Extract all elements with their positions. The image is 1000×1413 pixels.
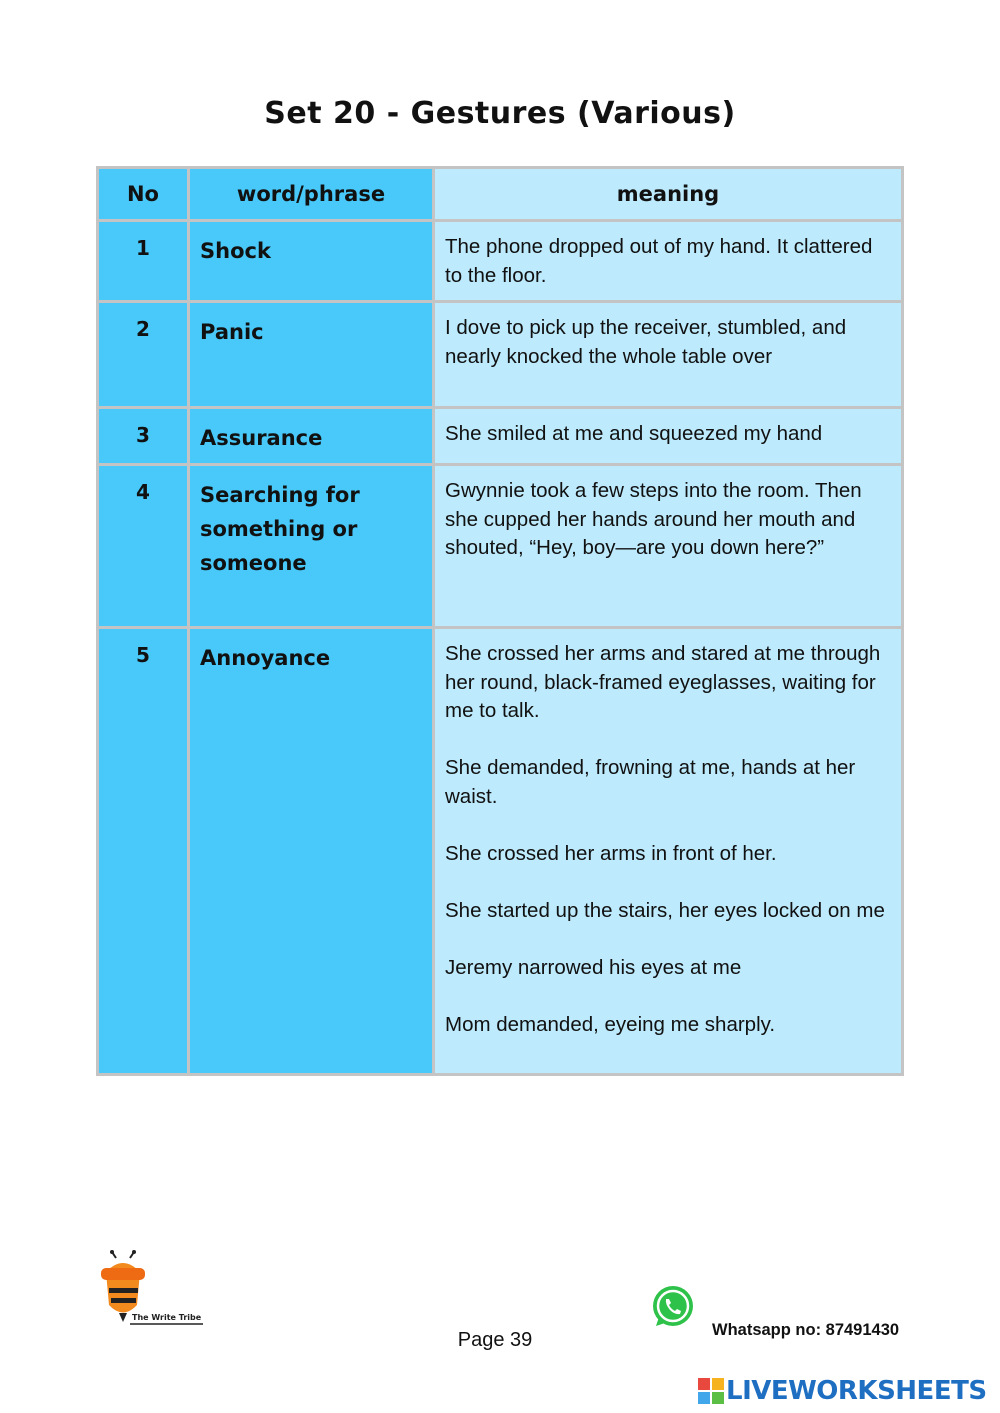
row-word: Shock bbox=[189, 221, 434, 302]
row-word: Annoyance bbox=[189, 628, 434, 1075]
logo-text: The Write Tribe bbox=[132, 1313, 202, 1322]
meaning-text: Mom demanded, eyeing me sharply. bbox=[445, 1012, 776, 1036]
whatsapp-icon bbox=[650, 1284, 696, 1330]
meaning-text: She demanded, frowning at me, hands at her waist. bbox=[445, 756, 856, 808]
row-word: Panic bbox=[189, 302, 434, 408]
header-word-phrase: word/phrase bbox=[189, 168, 434, 221]
meaning-text: She crossed her arms in front of her. bbox=[445, 841, 777, 865]
meaning-text: I dove to pick up the receiver, stumbled, and nearly knocked the whole table over bbox=[445, 316, 847, 368]
meaning-text: Gwynnie took a few steps into the room. Then she cupped her hands around her mouth and shouted, “Hey, boy—are you down here?” bbox=[445, 479, 862, 559]
vocabulary-table bbox=[96, 166, 904, 1076]
table-row bbox=[98, 628, 903, 1075]
header-meaning: meaning bbox=[434, 168, 903, 221]
header-no: No bbox=[98, 168, 189, 221]
liveworksheets-brand[interactable] bbox=[698, 1374, 987, 1408]
row-meaning bbox=[434, 302, 903, 408]
row-number: 2 bbox=[98, 302, 189, 408]
row-word: Searching for something or someone bbox=[189, 465, 434, 628]
row-number: 3 bbox=[98, 408, 189, 465]
row-meaning bbox=[434, 408, 903, 465]
table-header-row bbox=[98, 168, 903, 221]
meaning-text: She smiled at me and squeezed my hand bbox=[445, 422, 823, 445]
meaning-text: She crossed her arms and stared at me through her round, black-framed eyeglasses, waiting for me to talk. bbox=[445, 642, 881, 722]
row-number: 1 bbox=[98, 221, 189, 302]
table-row bbox=[98, 465, 903, 628]
row-meaning bbox=[434, 628, 903, 1075]
page-title: Set 20 - Gestures (Various) bbox=[264, 96, 736, 131]
row-meaning bbox=[434, 221, 903, 302]
meaning-text: Jeremy narrowed his eyes at me bbox=[445, 955, 742, 979]
table-row bbox=[98, 221, 903, 302]
meaning-text: The phone dropped out of my hand. It clattered to the floor. bbox=[445, 235, 873, 287]
page-number: Page 39 bbox=[457, 1329, 533, 1351]
whatsapp-number: Whatsapp no: 87491430 bbox=[712, 1321, 900, 1339]
meaning-text: She started up the stairs, her eyes locked on me bbox=[445, 898, 885, 922]
row-number: 5 bbox=[98, 628, 189, 1075]
row-meaning bbox=[434, 465, 903, 628]
liveworksheets-logo-icon bbox=[698, 1378, 724, 1404]
table-row bbox=[98, 302, 903, 408]
table-row bbox=[98, 408, 903, 465]
brand-name: LIVEWORKSHEETS bbox=[726, 1376, 987, 1406]
bee-mascot-icon bbox=[100, 1250, 210, 1330]
row-word: Assurance bbox=[189, 408, 434, 465]
row-number: 4 bbox=[98, 465, 189, 628]
